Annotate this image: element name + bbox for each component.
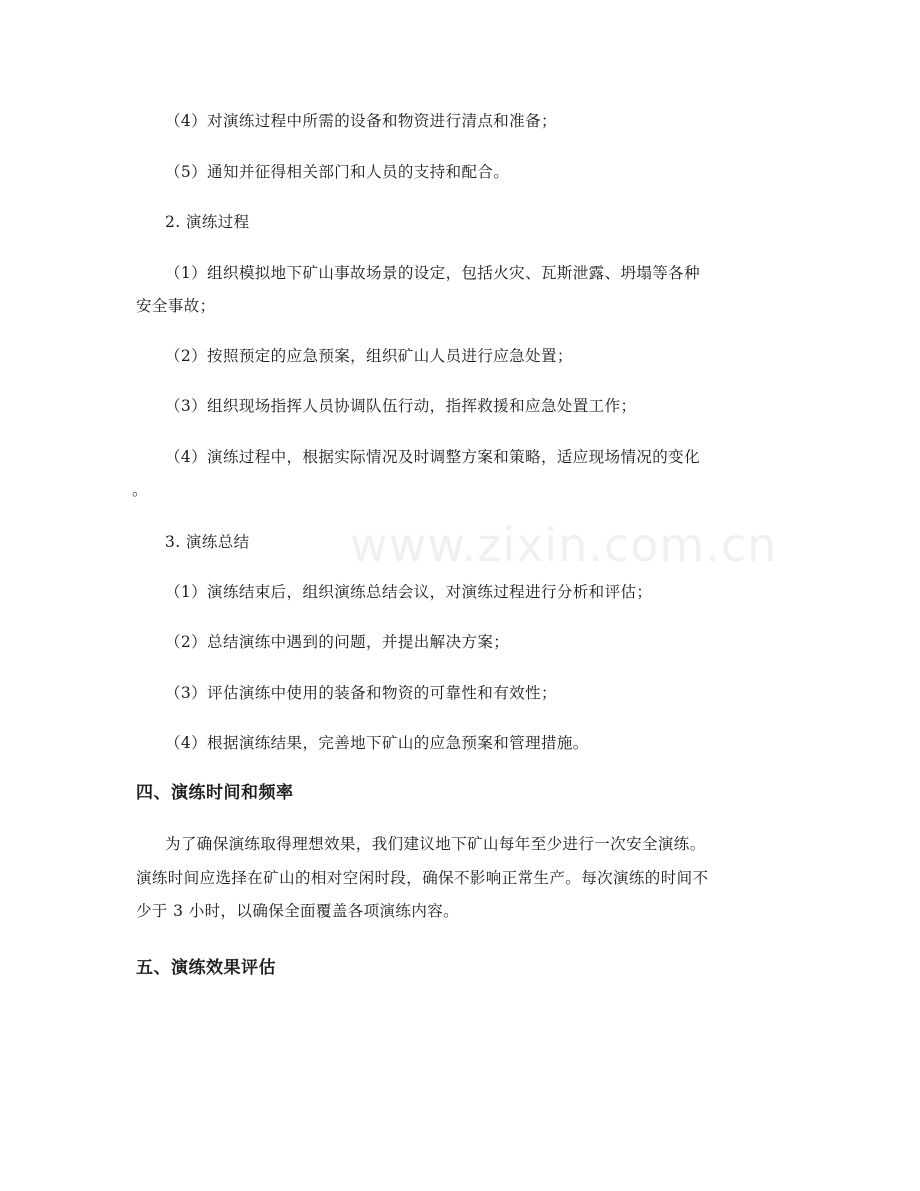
process-item-4-line-1: （4）演练过程中，根据实际情况及时调整方案和策略，适应现场情况的变化 [165,448,700,466]
summary-item-2: （2）总结演练中遇到的问题，并提出解决方案； [165,633,510,651]
heading-5: 五、演练效果评估 [136,958,276,978]
heading-4: 四、演练时间和频率 [136,783,294,803]
para-4-line-2: 演练时间应选择在矿山的相对空闲时段，确保不影响正常生产。每次演练的时间不 [136,869,709,887]
process-item-3: （3）组织现场指挥人员协调队伍行动，指挥救援和应急处置工作； [165,397,637,415]
para-4-line-3: 少于 3 小时，以确保全面覆盖各项演练内容。 [136,902,460,920]
summary-item-4: （4）根据演练结果，完善地下矿山的应急预案和管理措施。 [165,734,589,752]
para-4-line-1: 为了确保演练取得理想效果，我们建议地下矿山每年至少进行一次安全演练。 [165,835,706,853]
process-item-4-line-2: 。 [132,481,148,499]
section-3-title: 3. 演练总结 [165,533,250,551]
summary-item-3: （3）评估演练中使用的装备和物资的可靠性和有效性； [165,684,557,702]
process-item-1-line-1: （1）组织模拟地下矿山事故场景的设定，包括火灾、瓦斯泄露、坍塌等各种 [165,264,700,282]
process-item-1-line-2: 安全事故； [136,297,216,315]
watermark: www.zixin.com.cn [350,518,778,572]
process-item-2: （2）按照预定的应急预案，组织矿山人员进行应急处置； [165,347,573,365]
prep-item-4: （4）对演练过程中所需的设备和物资进行清点和准备； [165,112,557,130]
section-2-title: 2. 演练过程 [165,213,250,231]
summary-item-1: （1）演练结束后，组织演练总结会议，对演练过程进行分析和评估； [165,583,653,601]
prep-item-5: （5）通知并征得相关部门和人员的支持和配合。 [165,163,510,181]
